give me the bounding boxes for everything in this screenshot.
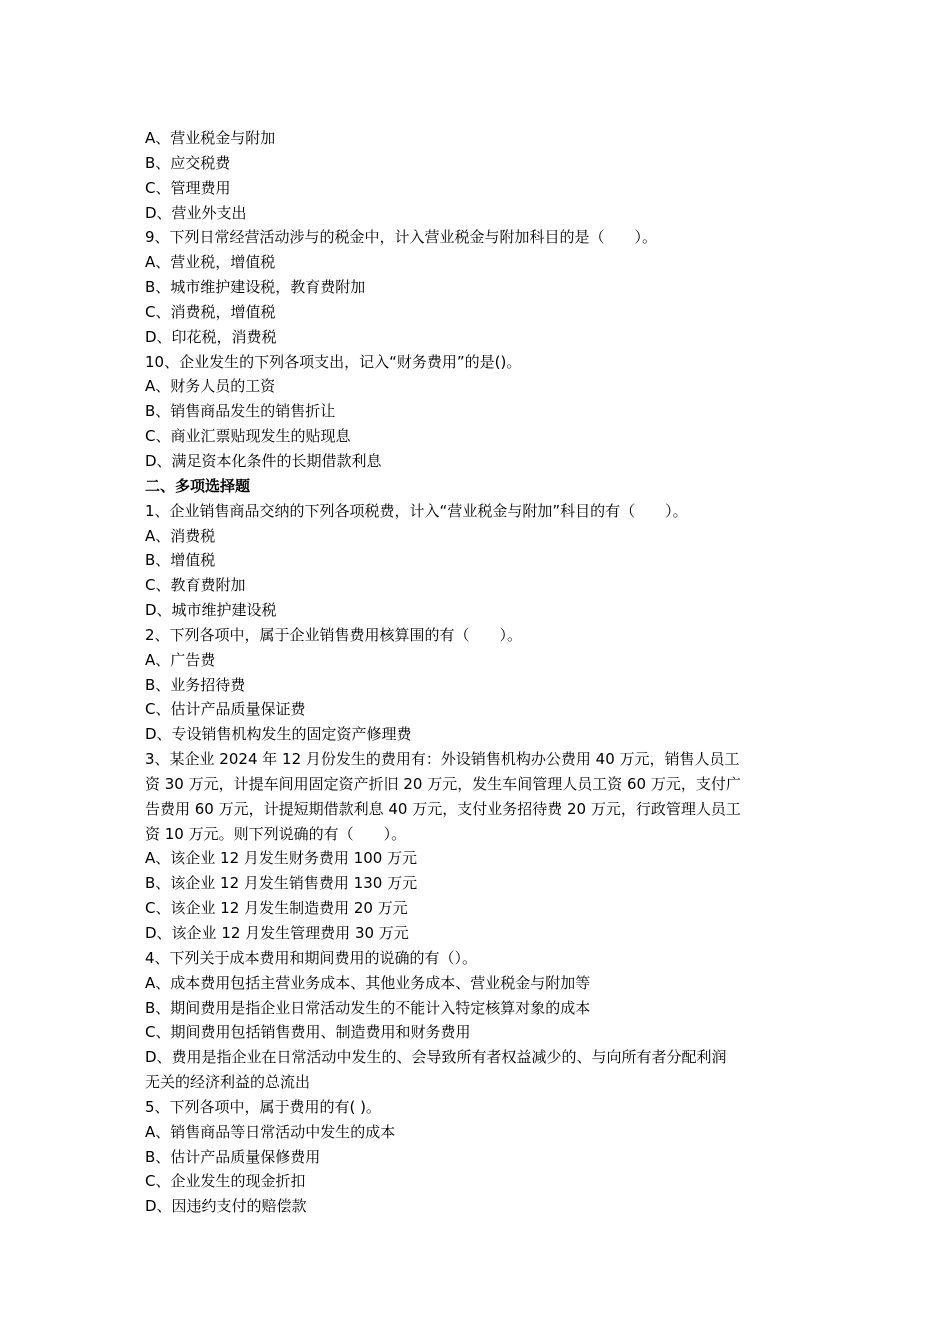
text-line: D、营业外支出: [145, 203, 247, 222]
text-line: A、营业税，增值税: [145, 253, 276, 272]
text-line: 资 10 万元。则下列说确的有（ ）。: [145, 824, 407, 843]
text-line: A、广告费: [145, 650, 216, 669]
text-line: A、该企业 12 月发生财务费用 100 万元: [145, 849, 418, 868]
text-line: 4、下列关于成本费用和期间费用的说确的有（）。: [145, 948, 478, 967]
text-line: 10、企业发生的下列各项支出，记入“财务费用”的是()。: [145, 352, 522, 371]
text-line: C、管理费用: [145, 178, 231, 197]
text-line: D、因违约支付的赔偿款: [145, 1197, 307, 1216]
text-line: A、财务人员的工资: [145, 377, 276, 396]
text-line: A、销售商品等日常活动中发生的成本: [145, 1122, 396, 1141]
text-line: C、期间费用包括销售费用、制造费用和财务费用: [145, 1023, 471, 1042]
text-line: D、城市维护建设税: [145, 601, 277, 620]
text-line: B、估计产品质量保修费用: [145, 1147, 321, 1166]
text-line: C、教育费附加: [145, 576, 246, 595]
text-line: C、商业汇票贴现发生的贴现息: [145, 427, 351, 446]
text-line: C、消费税，增值税: [145, 302, 276, 321]
text-line: A、营业税金与附加: [145, 129, 276, 147]
text-line: B、应交税费: [145, 153, 231, 172]
text-line: D、专设销售机构发生的固定资产修理费: [145, 725, 412, 744]
text-line: C、估计产品质量保证费: [145, 700, 306, 719]
document-page: [145, 126, 805, 1219]
text-line: D、费用是指企业在日常活动中发生的、会导致所有者权益减少的、与向所有者分配利润: [145, 1048, 727, 1067]
text-line: C、该企业 12 月发生制造费用 20 万元: [145, 899, 408, 918]
text-line: 9、下列日常经营活动涉与的税金中，计入营业税金与附加科目的是（ ）。: [145, 228, 658, 247]
text-line: 2、下列各项中，属于企业销售费用核算围的有（ ）。: [145, 625, 523, 644]
text-line: D、满足资本化条件的长期借款利息: [145, 451, 382, 470]
text-line: 3、某企业 2024 年 12 月份发生的费用有：外设销售机构办公费用 40 万元，销售人员工: [145, 750, 740, 769]
text-line: B、城市维护建设税，教育费附加: [145, 278, 366, 297]
text-line: D、该企业 12 月发生管理费用 30 万元: [145, 924, 409, 942]
text-line: B、增值税: [145, 551, 216, 570]
text-line: B、销售商品发生的销售折让: [145, 402, 336, 421]
text-line: 告费用 60 万元，计提短期借款利息 40 万元，支付业务招待费 20 万元，行政管理人员工: [145, 799, 741, 818]
text-line: B、期间费用是指企业日常活动发生的不能计入特定核算对象的成本: [145, 998, 591, 1017]
text-line: B、业务招待费: [145, 675, 246, 694]
text-line: A、成本费用包括主营业务成本、其他业务成本、营业税金与附加等: [145, 973, 591, 992]
text-line: 5、下列各项中，属于费用的有( )。: [145, 1097, 382, 1116]
text-line: B、该企业 12 月发生销售费用 130 万元: [145, 874, 418, 893]
text-line: D、印花税，消费税: [145, 327, 277, 346]
section-heading: 二、多项选择题: [145, 476, 251, 495]
text-line: A、消费税: [145, 526, 216, 545]
text-line: C、企业发生的现金折扣: [145, 1172, 306, 1191]
text-line: 1、企业销售商品交纳的下列各项税费，计入“营业税金与附加”科目的有（ ）。: [145, 501, 688, 520]
text-line: 无关的经济利益的总流出: [145, 1073, 311, 1092]
text-line: 资 30 万元，计提车间用固定资产折旧 20 万元，发生车间管理人员工资 60 万元，支付广: [145, 774, 741, 793]
